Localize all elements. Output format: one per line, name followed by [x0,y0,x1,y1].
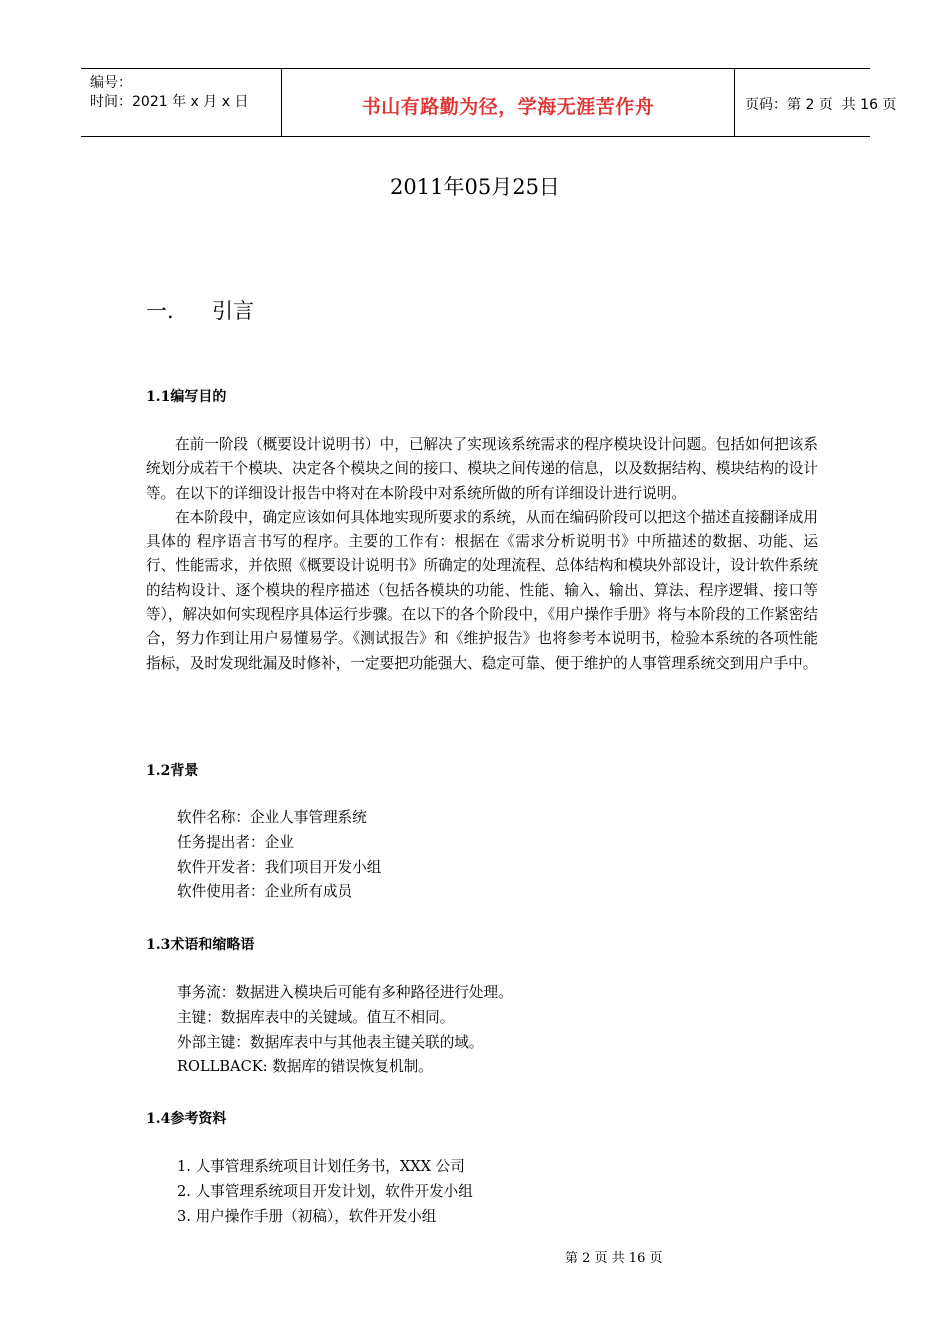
terms-list [177,981,513,1080]
page-header [81,68,897,137]
section-heading-1-3: 1.3术语和缩略语 [146,937,255,953]
list-item: 主键：数据库表中的关键域。值互不相同。 [177,1008,455,1026]
chapter-title: 引言 [212,299,254,323]
header-info-cell [81,69,282,136]
list-item: ROLLBACK: 数据库的错误恢复机制。 [177,1058,433,1076]
paragraph: 在本阶段中，确定应该如何具体地实现所要求的系统，从而在编码阶段可以把这个描述直接翻译成用具体的 程序语言书写的程序。主要的工作有：根据在《需求分析说明书》中所描述的数据、功能、运行、性能需求，并依照《概要设计说明书》所确定的处理流程、总体结构和模块外部设计，设计软件系统的结构设计、逐个模块的程序描述（包括各模块的功能、性能、输入、输出、算法、程序逻辑、接口等等），解决如何实现程序具体运行步骤。在以下的各个阶段中，《用户操作手册》将与本阶段的工作紧密结合，努力作到让用户易懂易学。《测试报告》和《维护报告》也将参考本说明书，检验本系统的各项性能指标，及时发现纰漏及时修补，一定要把功能强大、稳定可靠、便于维护的人事管理系统交到用户手中。 [146,508,818,672]
page-number-label: 页码：第 2 页 共 16 页 [745,97,897,113]
chapter-number: 一. [146,299,174,323]
header-motto-cell [282,69,735,136]
section-heading-1-2: 1.2背景 [146,763,199,779]
list-item: 外部主键：数据库表中与其他表主键关联的域。 [177,1033,484,1051]
list-item: 任务提出者：企业 [177,833,294,851]
document-date: 2011年05月25日 [390,175,560,199]
list-item: 软件名称：企业人事管理系统 [177,809,367,826]
motto: 书山有路勤为径，学海无涯苦作舟 [361,96,655,118]
list-item: 软件开发者：我们项目开发小组 [177,858,382,876]
references-list [177,1155,473,1229]
list-item: 事务流：数据进入模块后可能有多种路径进行处理。 [177,984,513,1001]
list-item: 软件使用者：企业所有成员 [177,883,353,901]
code-label: 编号： [90,75,132,91]
header-page-cell [735,69,897,136]
list-item: 3. 用户操作手册（初稿），软件开发小组 [177,1207,437,1225]
paragraph: 在前一阶段（概要设计说明书）中，已解决了实现该系统需求的程序模块设计问题。包括如何把该系统划分成若干个模块、决定各个模块之间的接口、模块之间传递的信息，以及数据结构、模块结构的设计等。在以下的详细设计报告中将对在本阶段中对系统所做的所有详细设计进行说明。 [146,436,818,502]
list-item: 2. 人事管理系统项目开发计划，软件开发小组 [177,1182,473,1200]
list-item: 1. 人事管理系统项目计划任务书，XXX 公司 [177,1158,465,1175]
section-heading-1-4: 1.4参考资料 [146,1111,227,1127]
section-1-1-body [146,433,818,676]
chapter-heading [146,295,254,325]
page-footer: 第 2 页 共 16 页 [565,1251,663,1266]
section-heading-1-1: 1.1编写目的 [146,389,227,405]
time-label: 时间：2021 年 x 月 x 日 [90,94,249,110]
background-list [177,806,381,905]
